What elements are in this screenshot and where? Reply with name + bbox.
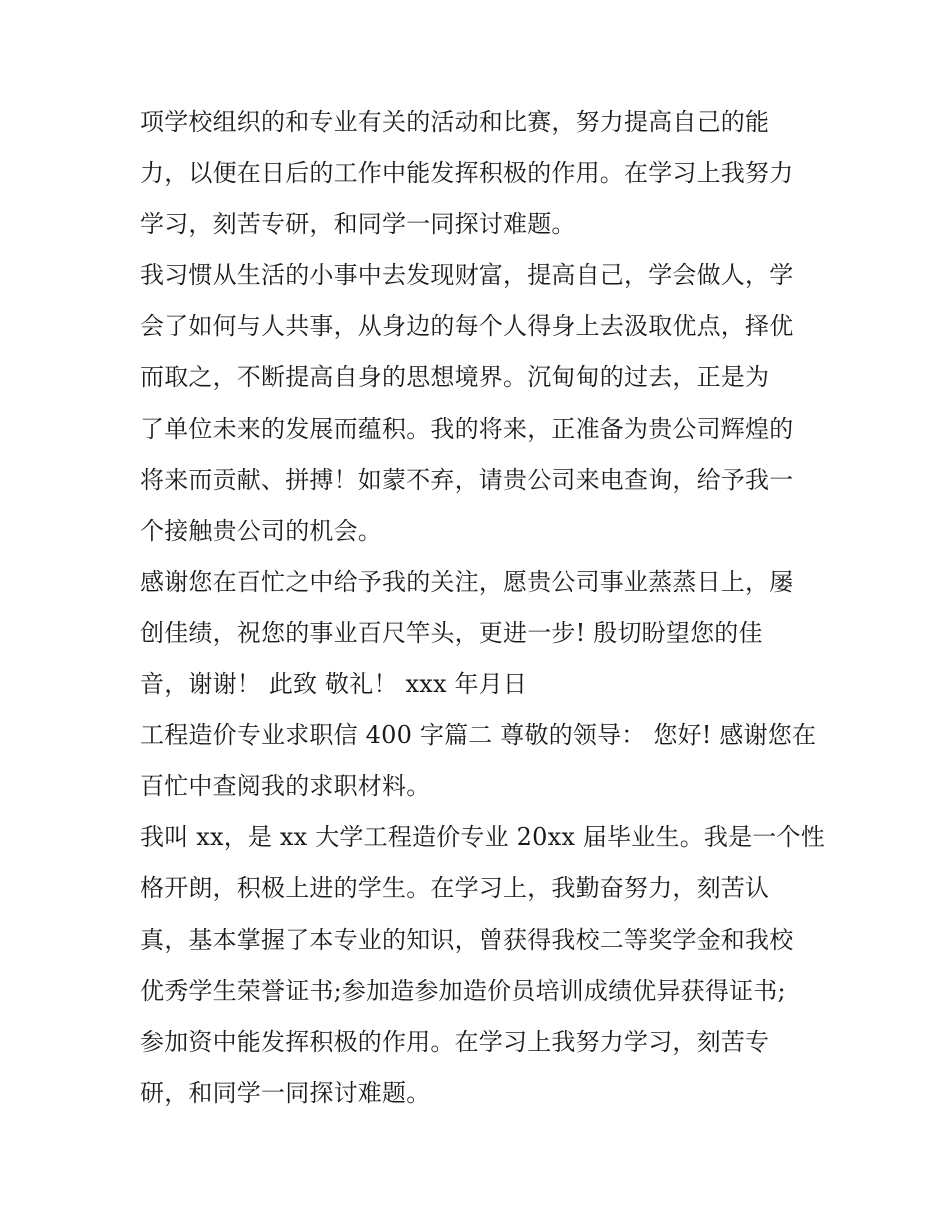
text-line: 研，和同学一同探讨难题。: [140, 1078, 431, 1107]
text-line: 我叫 xx，是 xx 大学工程造价专业 20xx 届毕业生。我是一个性: [140, 823, 825, 852]
text-line: 我习惯从生活的小事中去发现财富，提高自己，学会做人，学: [140, 261, 794, 290]
text-line: 创佳绩，祝您的事业百尺竿头，更进一步! 殷切盼望您的佳: [140, 618, 763, 647]
document-body: [140, 97, 825, 1119]
text-line: 而取之，不断提高自身的思想境界。沉甸甸的过去，正是为: [140, 363, 770, 392]
text-line: 参加资中能发挥积极的作用。在学习上我努力学习，刻苦专: [140, 1027, 770, 1056]
text-line: 会了如何与人共事，从身边的每个人得身上去汲取优点，择优: [140, 312, 794, 341]
text-line: 力，以便在日后的工作中能发挥积极的作用。在学习上我努力: [140, 159, 794, 188]
text-line: 了单位未来的发展而蕴积。我的将来，正准备为贵公司辉煌的: [140, 414, 794, 443]
text-line: 音，谢谢！ 此致 敬礼！ xxx 年月日: [140, 670, 528, 699]
text-line: 项学校组织的和专业有关的活动和比赛，努力提高自己的能: [140, 108, 770, 136]
text-line: 优秀学生荣誉证书;参加造参加造价员培训成绩优异获得证书;: [140, 976, 786, 1005]
text-line: 格开朗，积极上进的学生。在学习上，我勤奋努力，刻苦认: [140, 874, 770, 903]
text-line: 个接触贵公司的机会。: [140, 516, 382, 545]
text-line: 学习，刻苦专研，和同学一同探讨难题。: [140, 210, 576, 239]
text-line: 真，基本掌握了本专业的知识，曾获得我校二等奖学金和我校: [140, 925, 794, 954]
text-line: 将来而贡献、拼搏！如蒙不弃，请贵公司来电查询，给予我一: [140, 465, 794, 494]
text-line: 感谢您在百忙之中给予我的关注，愿贵公司事业蒸蒸日上，屡: [140, 567, 794, 596]
text-line: 百忙中查阅我的求职材料。: [140, 772, 431, 801]
text-line: 工程造价专业求职信 400 字篇二 尊敬的领导： 您好! 感谢您在: [140, 721, 817, 750]
